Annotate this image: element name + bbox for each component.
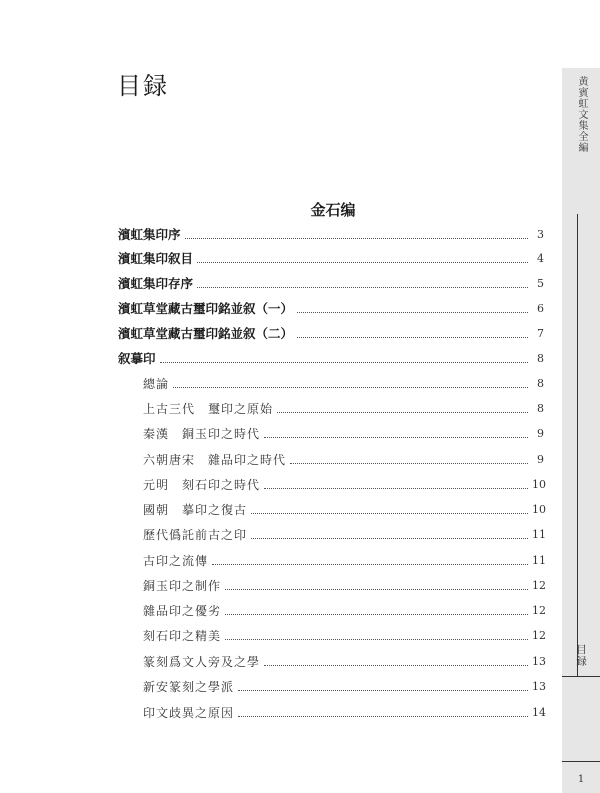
toc-subentry[interactable] bbox=[143, 652, 544, 670]
toc-entry-page: 10 bbox=[532, 502, 546, 516]
toc-entry-label: 叙摹印 bbox=[118, 351, 156, 366]
dot-leader bbox=[197, 287, 528, 288]
toc-entry-label: 濱虹草堂藏古璽印銘並叙（二） bbox=[118, 326, 294, 341]
toc-entry-label: 新安篆刻之學派 bbox=[143, 679, 235, 694]
toc-subentry[interactable] bbox=[143, 677, 544, 695]
toc-entry-page: 12 bbox=[532, 578, 546, 592]
dot-leader bbox=[197, 262, 528, 263]
dot-leader bbox=[173, 387, 528, 388]
toc-entry-page: 7 bbox=[537, 326, 544, 340]
toc-entry-page: 11 bbox=[532, 553, 546, 567]
toc-subentry[interactable] bbox=[143, 576, 544, 594]
dot-leader bbox=[264, 665, 528, 666]
toc-entry-label: 元明 刻石印之時代 bbox=[143, 477, 261, 492]
dot-leader bbox=[297, 337, 528, 338]
toc-entry-page: 14 bbox=[532, 705, 546, 719]
toc-entry-page: 13 bbox=[532, 654, 546, 668]
toc-subentry[interactable] bbox=[143, 424, 544, 442]
section-title: 金石编 bbox=[310, 201, 356, 219]
toc-entry-page: 12 bbox=[532, 603, 546, 617]
toc-entry-label: 六朝唐宋 雜品印之時代 bbox=[143, 452, 287, 467]
toc-entry-page: 13 bbox=[532, 679, 546, 693]
toc-entry-label: 雜品印之優劣 bbox=[143, 603, 222, 618]
toc-entry[interactable] bbox=[118, 249, 544, 267]
toc-subentry[interactable] bbox=[143, 551, 544, 569]
toc-subentry[interactable] bbox=[143, 399, 544, 417]
toc-entry-label: 上古三代 璽印之原始 bbox=[143, 401, 274, 416]
toc-entry-page: 11 bbox=[532, 527, 546, 541]
toc-subentry[interactable] bbox=[143, 450, 544, 468]
tab-divider bbox=[562, 761, 600, 762]
toc-entry-label: 濱虹集印叙目 bbox=[118, 251, 194, 266]
toc-subentry[interactable] bbox=[143, 475, 544, 493]
dot-leader bbox=[238, 716, 528, 717]
toc-subentry[interactable] bbox=[143, 525, 544, 543]
toc-entry-label: 秦漢 銅玉印之時代 bbox=[143, 426, 261, 441]
toc-entry-label: 濱虹集印存序 bbox=[118, 276, 194, 291]
dot-leader bbox=[225, 639, 528, 640]
side-tab bbox=[562, 68, 600, 793]
toc-entry-label: 總論 bbox=[143, 376, 170, 391]
toc-entry-page: 5 bbox=[537, 276, 544, 290]
toc-entry-page: 10 bbox=[532, 477, 546, 491]
toc-entry-page: 8 bbox=[537, 401, 544, 415]
toc-entry[interactable] bbox=[118, 349, 544, 367]
dot-leader bbox=[264, 488, 528, 489]
dot-leader bbox=[297, 312, 528, 313]
toc-subentry[interactable] bbox=[143, 500, 544, 518]
dot-leader bbox=[160, 362, 528, 363]
dot-leader bbox=[212, 564, 528, 565]
toc-subentry[interactable] bbox=[143, 703, 544, 721]
section-label: 目録 bbox=[575, 644, 587, 667]
toc-entry-page: 3 bbox=[537, 227, 544, 241]
toc-entry-label: 濱虹集印序 bbox=[118, 227, 181, 242]
toc-entry-label: 國朝 摹印之復古 bbox=[143, 502, 248, 517]
toc-entry[interactable] bbox=[118, 299, 544, 317]
toc-entry-page: 12 bbox=[532, 628, 546, 642]
series-title: 黄賓虹文集全編 bbox=[576, 76, 587, 153]
tab-divider bbox=[562, 676, 600, 677]
toc-entry-label: 銅玉印之制作 bbox=[143, 578, 222, 593]
toc-entry[interactable] bbox=[118, 274, 544, 292]
toc-entry-page: 8 bbox=[537, 351, 544, 365]
toc-entry-label: 歷代僞託前古之印 bbox=[143, 527, 248, 542]
page-number: 1 bbox=[577, 774, 585, 785]
toc-entry-page: 6 bbox=[537, 301, 544, 315]
dot-leader bbox=[251, 538, 528, 539]
toc-entry-label: 古印之流傳 bbox=[143, 553, 209, 568]
toc-entry-page: 4 bbox=[537, 251, 544, 265]
dot-leader bbox=[225, 589, 528, 590]
toc-subentry[interactable] bbox=[143, 601, 544, 619]
toc-entry-label: 篆刻爲文人旁及之學 bbox=[143, 654, 261, 669]
tab-divider-vertical bbox=[577, 214, 578, 676]
dot-leader bbox=[225, 614, 528, 615]
page-title: 目録 bbox=[117, 72, 169, 100]
dot-leader bbox=[251, 513, 528, 514]
dot-leader bbox=[277, 412, 528, 413]
toc-subentry[interactable] bbox=[143, 626, 544, 644]
toc-entry-page: 9 bbox=[537, 426, 544, 440]
dot-leader bbox=[290, 463, 528, 464]
toc-entry-page: 8 bbox=[537, 376, 544, 390]
toc-entry[interactable] bbox=[118, 324, 544, 342]
toc-entry-label: 濱虹草堂藏古璽印銘並叙（一） bbox=[118, 301, 294, 316]
toc-entry-label: 印文歧異之原因 bbox=[143, 705, 235, 720]
toc-entry[interactable] bbox=[118, 225, 544, 243]
dot-leader bbox=[238, 690, 528, 691]
toc-entry-label: 刻石印之精美 bbox=[143, 628, 222, 643]
toc-entry-page: 9 bbox=[537, 452, 544, 466]
dot-leader bbox=[264, 437, 528, 438]
dot-leader bbox=[185, 238, 528, 239]
toc-subentry[interactable] bbox=[143, 374, 544, 392]
